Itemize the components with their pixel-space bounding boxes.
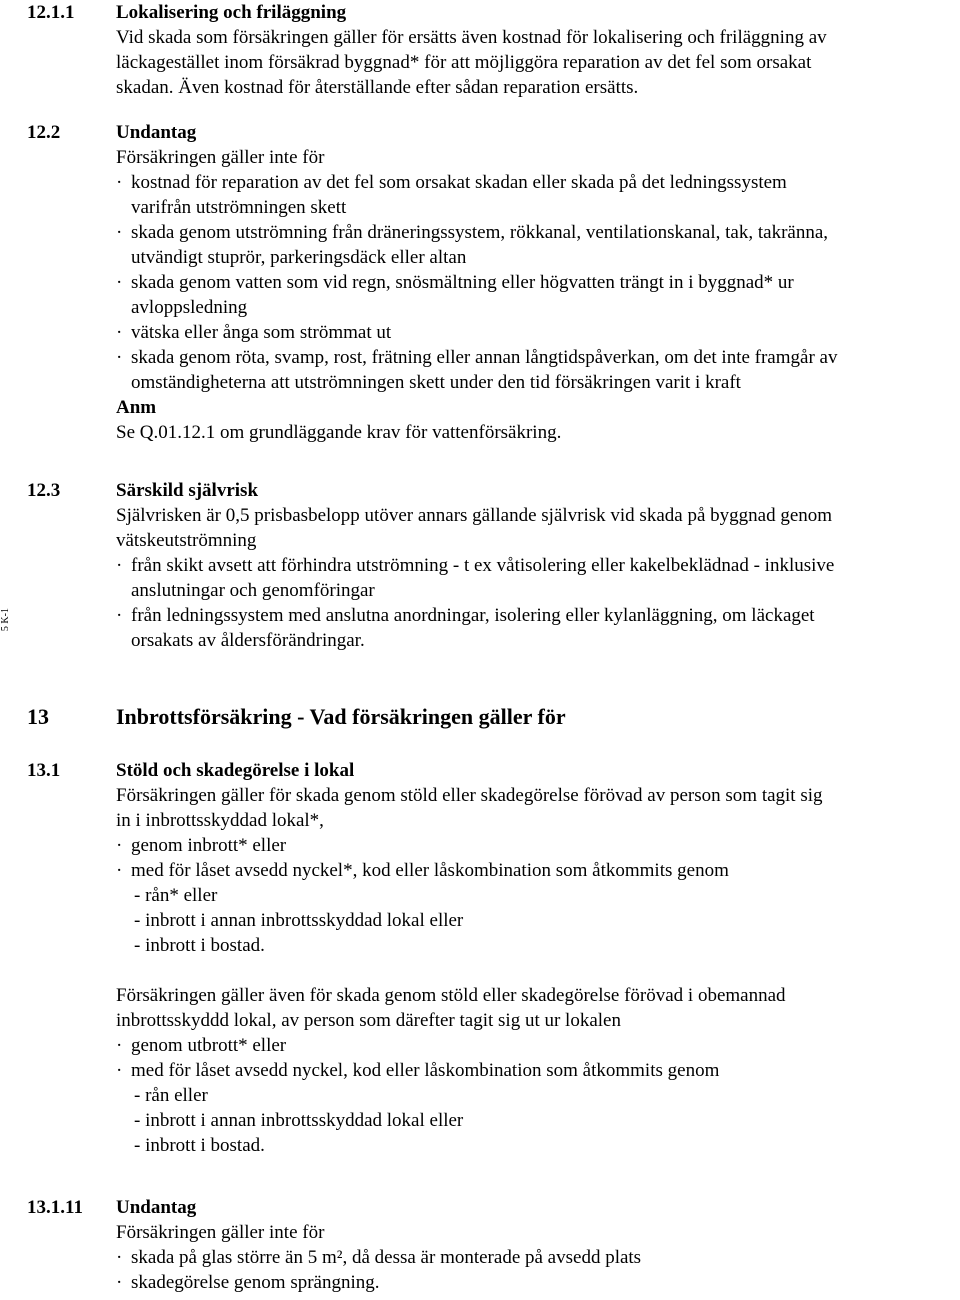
section-heading: Undantag bbox=[116, 1197, 197, 1218]
list-item: · från ledningssystem med anslutna anordningar, isolering eller kylanläggning, om läckaget orsakats av åldersförändringar. bbox=[116, 603, 957, 653]
list-item: · från skikt avsett att förhindra utströmning - t ex våtisolering eller kakelbeklädnad - inklusive anslutningar och genomföringar bbox=[116, 553, 957, 603]
paragraph-line: Självrisken är 0,5 prisbasbelopp utöver annars gällande självrisk vid skada på byggnad genom bbox=[116, 505, 833, 526]
section-13-1 bbox=[27, 758, 957, 1158]
section-number: 13.1 bbox=[27, 760, 61, 781]
list-item: · genom inbrott* eller bbox=[116, 833, 957, 858]
sub-list-item: - rån eller bbox=[134, 1085, 208, 1106]
paragraph-line: vätskeutströmning bbox=[116, 530, 257, 551]
paragraph-line: Försäkringen gäller inte för bbox=[116, 1222, 325, 1243]
sub-list-item: - rån* eller bbox=[134, 885, 218, 906]
paragraph-line: Försäkringen gäller även för skada genom stöld eller skadegörelse förövad i obemannad bbox=[116, 985, 786, 1006]
paragraph-line: in i inbrottsskyddad lokal*, bbox=[116, 810, 324, 831]
paragraph-line: inbrottsskyddd lokal, av person som därefter tagit sig ut ur lokalen bbox=[116, 1010, 621, 1031]
paragraph-line: Försäkringen gäller inte för bbox=[116, 147, 325, 168]
section-12-2 bbox=[27, 120, 957, 445]
section-heading: Inbrottsförsäkring - Vad försäkringen gäller för bbox=[116, 704, 566, 729]
list-item: · skadegörelse genom sprängning. bbox=[116, 1270, 957, 1295]
section-heading: Stöld och skadegörelse i lokal bbox=[116, 760, 355, 781]
list-item: · skada genom röta, svamp, rost, frätning eller annan långtidspåverkan, om det inte framgår av omständigheterna att utströmningen skett under den tid försäkringen varit i kraft bbox=[116, 345, 957, 395]
section-heading: Särskild självrisk bbox=[116, 480, 259, 501]
sub-list-item: - inbrott i bostad. bbox=[134, 935, 265, 956]
paragraph-line: läckagestället inom försäkrad byggnad* för att möjliggöra reparation av det fel som orsakat bbox=[116, 52, 812, 73]
sub-list-item: - inbrott i bostad. bbox=[134, 1135, 265, 1156]
note-text: Se Q.01.12.1 om grundläggande krav för vattenförsäkring. bbox=[116, 422, 562, 443]
section-number: 12.2 bbox=[27, 122, 61, 143]
section-number: 12.1.1 bbox=[27, 2, 75, 23]
list-item: · med för låset avsedd nyckel, kod eller låskombination som åtkommits genom bbox=[116, 1058, 957, 1083]
section-number: 12.3 bbox=[27, 480, 61, 501]
section-heading: Undantag bbox=[116, 122, 197, 143]
side-mark: 5 K-1 bbox=[0, 608, 11, 632]
sub-list-item: - inbrott i annan inbrottsskyddad lokal eller bbox=[134, 910, 464, 931]
list-item: · skada på glas större än 5 m², då dessa är monterade på avsedd plats bbox=[116, 1245, 957, 1270]
list-item: · genom utbrott* eller bbox=[116, 1033, 957, 1058]
list-item: · skada genom vatten som vid regn, snösmältning eller högvatten trängt in i byggnad* ur avloppsledning bbox=[116, 270, 957, 320]
note-label: Anm bbox=[116, 397, 157, 418]
paragraph-line: skadan. Även kostnad för återställande efter sådan reparation ersätts. bbox=[116, 77, 639, 98]
list-item: · skada genom utströmning från dräneringssystem, rökkanal, ventilationskanal, tak, takränna, utvändigt stuprör, parkeringsdäck eller altan bbox=[116, 220, 957, 270]
paragraph-line: Vid skada som försäkringen gäller för ersätts även kostnad för lokalisering och friläggning av bbox=[116, 27, 827, 48]
list-item: · vätska eller ånga som strömmat ut bbox=[116, 320, 957, 345]
section-heading: Lokalisering och friläggning bbox=[116, 2, 347, 23]
sub-list-item: - inbrott i annan inbrottsskyddad lokal eller bbox=[134, 1110, 464, 1131]
section-13 bbox=[27, 703, 957, 731]
section-12-1-1 bbox=[27, 0, 957, 100]
paragraph-line: Försäkringen gäller för skada genom stöld eller skadegörelse förövad av person som tagit sig bbox=[116, 785, 823, 806]
section-13-1-11 bbox=[27, 1195, 957, 1295]
section-12-3 bbox=[27, 478, 957, 653]
list-item: · med för låset avsedd nyckel*, kod eller låskombination som åtkommits genom bbox=[116, 858, 957, 883]
section-number: 13.1.11 bbox=[27, 1197, 83, 1218]
list-item: · kostnad för reparation av det fel som orsakat skadan eller skada på det ledningssystem varifrån utströmningen skett bbox=[116, 170, 957, 220]
section-number: 13 bbox=[27, 704, 49, 729]
